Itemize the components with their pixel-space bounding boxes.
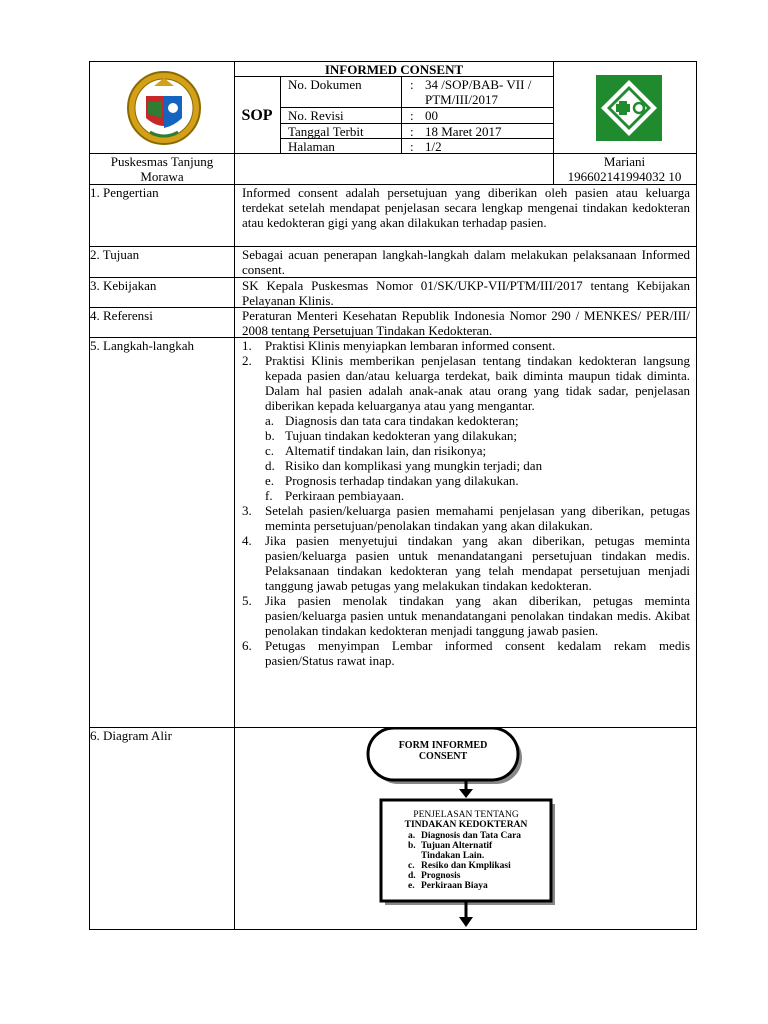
flow-item-text: Resiko dan Kmplikasi	[421, 861, 511, 871]
sub-list-item: e. Prognosis terhadap tindakan yang dilakukan.	[265, 473, 519, 488]
signatory-nip: 196602141994032 10	[567, 169, 682, 184]
list-item	[242, 503, 690, 533]
flow-item-text: Diagnosis dan Tata Cara	[421, 831, 522, 841]
sub-list-item: a. Diagnosis dan tata cara tindakan kedokteran;	[265, 413, 519, 428]
institution-name-line1: Puskesmas Tanjung	[110, 154, 214, 169]
step-text: Petugas menyimpan Lembar informed consent kedalam rekam medis pasien/Status rawat inap.	[265, 638, 690, 668]
list-item	[242, 638, 690, 668]
step-text: Jika pasien menyetujui tindakan yang akan diberikan, petugas meminta pasien/keluarga pasien untuk menandatangani persetujuan tindakan medis. Pelaksanaan tindakan kedokteran yang telah mendapat persetujuan menjadi tanggung jawab petugas yang melakukan tindakan kedokteran.	[265, 533, 690, 593]
step-number: 4.	[242, 533, 252, 548]
field-value-tanggal-terbit: 18 Maret 2017	[425, 124, 502, 139]
section-label-pengertian: 1. Pengertian	[90, 185, 159, 200]
flow-item-text: Prognosis	[421, 871, 461, 881]
flow-item-letter: c.	[408, 861, 415, 871]
section-text-referensi: Peraturan Menteri Kesehatan Republik Indonesia Nomor 290 / MENKES/ PER/III/ 2008 tentang Persetujuan Tindakan Kedokteran.	[242, 308, 690, 338]
field-label-no-dokumen: No. Dokumen	[288, 77, 362, 92]
section-label-kebijakan: 3. Kebijakan	[90, 278, 157, 293]
step-text: Jika pasien menolak tindakan yang akan diberikan, petugas meminta pasien/keluarga pasien untuk menandatangani penolakan tindakan medis. Akibat penolakan tindakan kedokteran menjadi tanggung jawab pasien.	[265, 593, 690, 638]
step-text: Praktisi Klinis memberikan penjelasan tentang tindakan kedokteran langsung kepada pasien dan/atau keluarga terdekat, baik diminta maupun tidak diminta. Dalam hal pasien adalah anak-anak atau orang yang tidak sadar, penjelasan diberikan kepada keluarganya atau yang mengantar.	[265, 353, 690, 413]
field-label-tanggal-terbit: Tanggal Terbit	[288, 124, 364, 139]
flow-item-letter: d.	[408, 871, 416, 881]
sub-list-item: d. Risiko dan komplikasi yang mungkin terjadi; dan	[265, 458, 543, 473]
flow-item-text: Perkiraan Biaya	[421, 881, 488, 891]
section-text-kebijakan: SK Kepala Puskesmas Nomor 01/SK/UKP-VII/PTM/III/2017 tentang Kebijakan Pelayanan Klinis.	[242, 278, 690, 308]
flow-process-title-line2: TINDAKAN KEDOKTERAN	[404, 820, 528, 830]
sub-list-item: f. Perkiraan pembiayaan.	[265, 488, 405, 503]
sub-list	[242, 413, 690, 503]
field-label-no-revisi: No. Revisi	[288, 108, 344, 123]
sub-list-item: b. Tujuan tindakan kedokteran yang dilakukan;	[265, 428, 518, 443]
field-label-halaman: Halaman	[288, 139, 335, 154]
field-value-no-dokumen-line2: PTM/III/2017	[425, 92, 498, 107]
flow-process-title-line1: PENJELASAN TENTANG	[413, 810, 519, 820]
puskesmas-logo-icon	[596, 75, 662, 141]
flow-start-line2: CONSENT	[418, 751, 468, 762]
sop-document	[89, 61, 697, 930]
flow-item-letter: a.	[408, 831, 416, 841]
section-label-langkah: 5. Langkah-langkah	[90, 338, 194, 353]
institution-name-line2: Morawa	[140, 169, 184, 184]
step-number: 1.	[242, 338, 252, 353]
document-title: INFORMED CONSENT	[324, 62, 464, 77]
list-item	[242, 533, 690, 593]
field-sep: :	[410, 139, 414, 154]
list-item	[242, 338, 690, 353]
section-label-diagram: 6. Diagram Alir	[90, 728, 172, 743]
field-value-halaman: 1/2	[425, 139, 442, 154]
step-number: 2.	[242, 353, 252, 368]
flow-start-line1: FORM INFORMED	[398, 740, 488, 751]
flow-item-letter: b.	[408, 841, 416, 851]
list-item	[242, 593, 690, 638]
regional-emblem-icon	[124, 68, 204, 148]
flow-item-text: Tindakan Lain.	[421, 851, 485, 861]
sub-list-item: c. Altematif tindakan lain, dan risikonya;	[265, 443, 487, 458]
list-item	[242, 353, 690, 503]
step-number: 3.	[242, 503, 252, 518]
step-text: Setelah pasien/keluarga pasien memahami penjelasan yang diberikan, petugas meminta persetujuan/penolakan tindakan yang akan dilakukan.	[265, 503, 690, 533]
sop-label: SOP	[241, 107, 273, 124]
field-sep: :	[410, 124, 414, 139]
signatory-name: Mariani	[603, 154, 646, 169]
field-value-no-revisi: 00	[425, 108, 438, 123]
flow-item-letter: e.	[408, 881, 415, 891]
step-number: 5.	[242, 593, 252, 608]
field-sep: :	[410, 77, 414, 92]
section-text-pengertian: Informed consent adalah persetujuan yang diberikan oleh pasien atau keluarga terdekat setelah mendapat penjelasan secara lengkap mengenai tindakan kedokteran atau kedokteran gigi yang akan dilakukan terhadap pasien.	[242, 185, 690, 230]
step-text: Praktisi Klinis menyiapkan lembaran informed consent.	[265, 338, 556, 353]
flow-diagram	[234, 728, 696, 929]
step-number: 6.	[242, 638, 252, 653]
section-label-referensi: 4. Referensi	[90, 308, 153, 323]
field-value-no-dokumen: 34 /SOP/BAB- VII /	[425, 77, 532, 92]
steps-list	[242, 338, 690, 668]
section-text-tujuan: Sebagai acuan penerapan langkah-langkah dalam melakukan pelaksanaan Informed consent.	[242, 247, 690, 277]
flow-item-text: Tujuan Alternatif	[421, 841, 493, 851]
field-sep: :	[410, 108, 414, 123]
section-label-tujuan: 2. Tujuan	[90, 247, 140, 262]
